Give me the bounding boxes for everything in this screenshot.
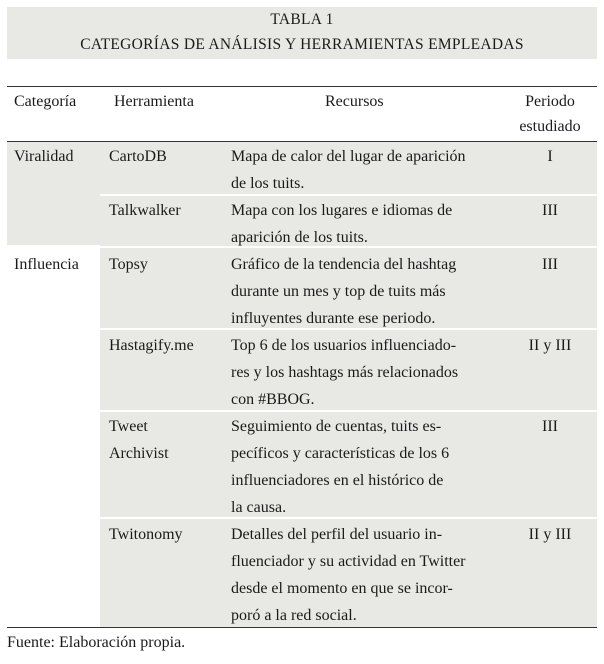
table-caption [7, 7, 597, 59]
period-value: II y III [528, 526, 572, 543]
header-periodo-line2: estudiado [519, 118, 581, 135]
period-value: III [542, 256, 558, 273]
resource-text: Gráfico de la tendencia del hashtag durante un mes y top de tuits más influyentes durante ese periodo. [231, 256, 457, 327]
header-recursos: Recursos [325, 93, 384, 110]
period-value: II y III [528, 337, 572, 354]
category-influencia: Influencia [14, 256, 79, 273]
source-note: Fuente: Elaboración propia. [7, 634, 186, 651]
tool-name: CartoDB [109, 148, 167, 165]
table-title: CATEGORÍAS DE ANÁLISIS Y HERRAMIENTAS EMPLEADAS [80, 36, 524, 53]
header-periodo-line1: Periodo [525, 93, 575, 110]
header-herramienta: Herramienta [114, 93, 194, 110]
period-value: III [542, 418, 558, 435]
period-value: III [542, 202, 558, 219]
table-number: TABLA 1 [270, 11, 334, 28]
resource-text: Mapa de calor del lugar de aparición de los tuits. [231, 148, 466, 192]
category-viralidad: Viralidad [14, 148, 74, 165]
resource-text: Detalles del perfil del usuario in- fluenciador y su actividad en Twitter desde el momento en que se incor- poró a la red social. [231, 526, 466, 624]
tool-name: Twitonomy [109, 526, 183, 543]
tool-name: Topsy [109, 256, 148, 273]
bottom-rule [7, 627, 597, 628]
resource-text: Seguimiento de cuentas, tuits es- pecíficos y características de los 6 influenciadores en el histórico de la causa. [231, 418, 450, 516]
header-periodo [508, 89, 592, 139]
resource-text: Mapa con los lugares e idiomas de aparición de los tuits. [231, 202, 453, 246]
tool-name: Talkwalker [109, 202, 181, 219]
resource-text: Top 6 de los usuarios influenciado- res y los hashtags más relacionados con #BBOG. [231, 337, 459, 408]
period-value: I [547, 148, 553, 165]
tool-name: Tweet Archivist [109, 418, 169, 462]
header-categoria: Categoría [14, 93, 77, 110]
top-rule [7, 86, 597, 87]
tool-name: Hastagify.me [109, 337, 194, 354]
